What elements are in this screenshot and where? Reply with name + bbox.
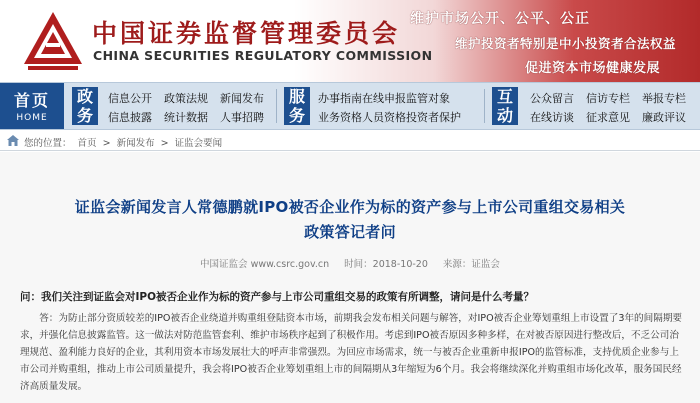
nav-item-xinwen-fabu[interactable]: 新闻发布 — [220, 92, 264, 105]
nav-item-xinfang-zhuanlan[interactable]: 信访专栏 — [586, 92, 630, 105]
nav-item-gongzhong-liuyan[interactable]: 公众留言 — [530, 92, 574, 105]
nav-item-zhengce-fagui[interactable]: 政策法规 — [164, 92, 208, 105]
breadcrumb-text — [24, 135, 225, 149]
main-nav — [0, 82, 700, 130]
article-meta — [0, 256, 700, 270]
home-icon — [7, 135, 19, 146]
nav-item-xinxi-gongkai[interactable]: 信息公开 — [108, 92, 152, 105]
slogan-2: 维护投资者特别是中小投资者合法权益 — [454, 36, 676, 51]
breadcrumb-separator: > — [160, 138, 169, 149]
nav-item-xinxi-pilu[interactable]: 信息披露 — [108, 111, 152, 124]
site-title-cn[interactable]: 中国证券监督管理委员会 — [92, 19, 401, 48]
nav-section-fuwu — [284, 87, 310, 125]
nav-divider — [484, 89, 485, 123]
nav-item-renshi-zhaopin[interactable]: 人事招聘 — [220, 111, 264, 124]
nav-item-zhengqiu-yijian[interactable]: 征求意见 — [586, 111, 630, 124]
nav-item-yewu-zige[interactable]: 业务资格人员资格投资者保护 — [318, 111, 461, 124]
site-header — [0, 0, 700, 82]
slogan-1: 维护市场公开、公平、公正 — [410, 11, 590, 27]
breadcrumb-item-home[interactable]: 首页 — [77, 138, 97, 149]
breadcrumb-item-headlines[interactable]: 证监会要闻 — [174, 138, 223, 149]
nav-divider — [276, 89, 277, 123]
csrc-logo-icon[interactable] — [22, 10, 84, 72]
article-source: 中国证监会 www.csrc.gov.cn — [200, 259, 330, 270]
article-question: 问：我们关注到证监会对IPO被否企业作为标的资产参与上市公司重组交易的政策有所调整，请问是什么考量？ — [20, 291, 535, 303]
nav-item-jubao-zhuanlan[interactable]: 举报专栏 — [642, 92, 686, 105]
nav-home-label-en: HOME — [16, 113, 48, 123]
breadcrumb — [0, 131, 700, 151]
article-title-line1: 证监会新闻发言人常德鹏就IPO被否企业作为标的资产参与上市公司重组交易相关 — [74, 198, 626, 216]
nav-item-banshi-zhinan[interactable]: 办事指南在线申报监管对象 — [318, 92, 450, 105]
nav-item-lianzheng-pingyi[interactable]: 廉政评议 — [642, 111, 686, 124]
badge-char: 动 — [496, 106, 513, 125]
badge-char: 政 — [76, 87, 93, 106]
article-origin: 来源：证监会 — [442, 259, 500, 270]
badge-char: 互 — [496, 87, 513, 106]
badge-char: 服 — [288, 87, 305, 106]
article-date: 时间：2018-10-20 — [344, 259, 428, 270]
article-container — [0, 152, 700, 403]
badge-char: 务 — [76, 106, 93, 125]
breadcrumb-separator: > — [102, 138, 111, 149]
article-answer: 答：为防止部分资质较差的IPO被否企业绕道并购重组登陆资本市场，前期我会发布相关问题与解答，对IPO被否企业筹划重组上市设置了3年的间隔期要求，并强化信息披露监管。这一做法对防范监管套利、维护市场秩序起到了积极作用。考虑到IPO被否原因多种多样，在对被否原因进行整改后，不乏公司治理规范、盈利能力良好的企业，其利用资本市场发展壮大的呼声非常强烈。为回应市场需求，统一与被否企业重新申报IPO的监管标准，支持优质企业参与上市公司并购重组，推动上市公司质量提升，我会将IPO被否企业筹划重组上市的间隔期从3年缩短为6个月。我会将继续深化并购重组市场化改革，服务国民经济高质量发展。 — [20, 313, 683, 392]
nav-item-zaixian-fangtan[interactable]: 在线访谈 — [530, 111, 574, 124]
site-title-en: CHINA SECURITIES REGULATORY COMMISSION — [93, 48, 433, 63]
badge-char: 务 — [288, 106, 305, 125]
nav-home-label: 首页 — [13, 91, 50, 110]
nav-item-tongji-shuju[interactable]: 统计数据 — [164, 111, 208, 124]
slogan-3: 促进资本市场健康发展 — [524, 61, 660, 76]
nav-home-button[interactable] — [0, 83, 64, 129]
nav-section-zhengwu — [72, 87, 98, 125]
article-title-line2: 政策答记者问 — [304, 223, 396, 241]
breadcrumb-prefix: 您的位置： — [24, 138, 72, 149]
nav-section-hudong — [492, 87, 518, 125]
breadcrumb-item-news[interactable]: 新闻发布 — [116, 138, 155, 149]
